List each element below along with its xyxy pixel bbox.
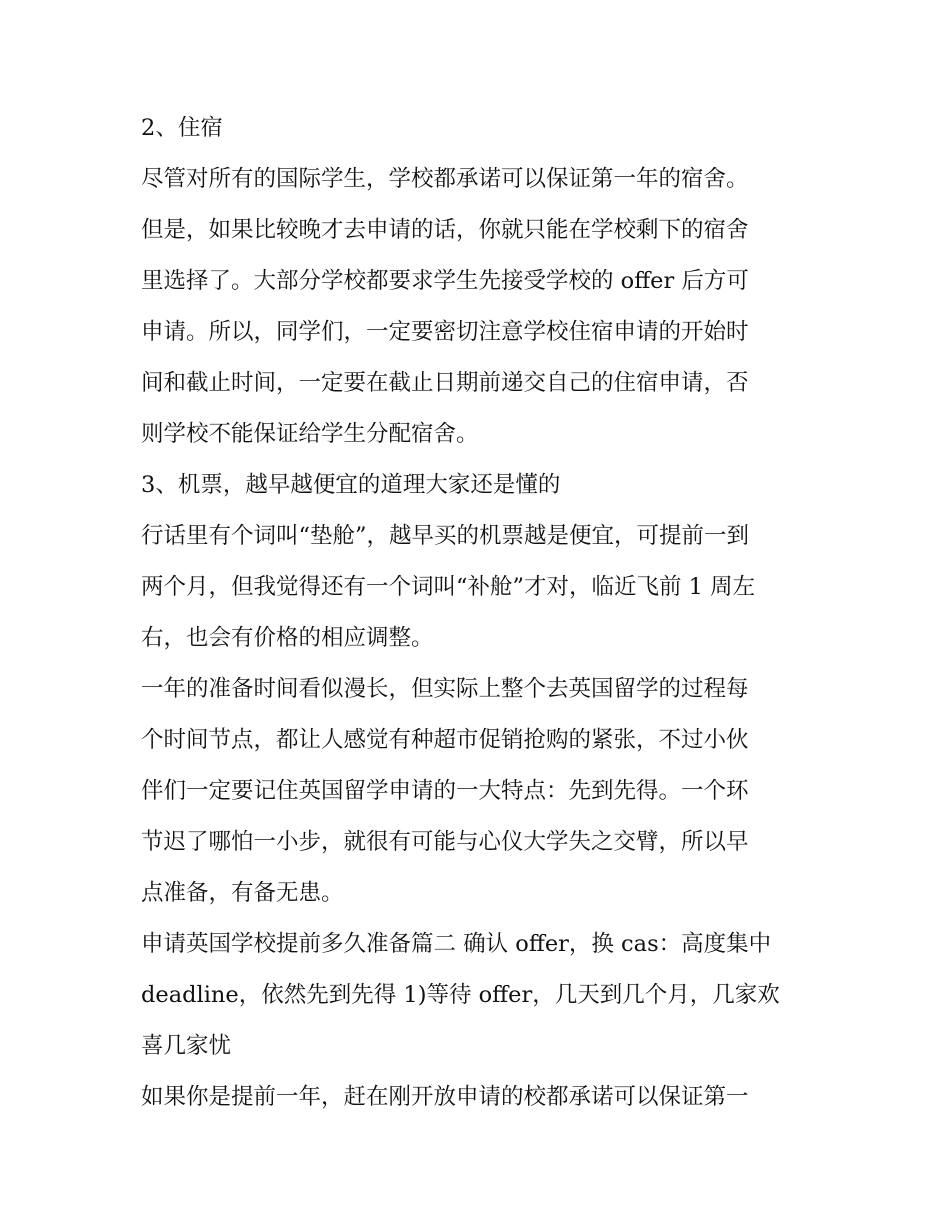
heading-accommodation: 2、住宿 [141, 115, 223, 141]
text-line: 则学校不能保证给学生分配宿舍。 [141, 421, 479, 447]
text-line: 尽管对所有的国际学生，学校都承诺可以保证第一年的宿舍。 [141, 166, 749, 192]
text-line: 点准备，有备无患。 [141, 880, 344, 906]
heading-air-tickets: 3、机票，越早越便宜的道理大家还是懂的 [141, 472, 561, 498]
text-line: 两个月，但我觉得还有一个词叫“补舱”才对，临近飞前 1 周左 [141, 574, 756, 600]
text-line: 申请。所以，同学们，一定要密切注意学校住宿申请的开始时 [141, 319, 749, 345]
text-line: deadline，依然先到先得 1)等待 offer，几天到几个月，几家欢 [141, 982, 780, 1008]
text-line: 右，也会有价格的相应调整。 [141, 625, 434, 651]
text-line: 伴们一定要记住英国留学申请的一大特点：先到先得。一个环 [141, 778, 749, 804]
text-line: 行话里有个词叫“垫舱”，越早买的机票越是便宜，可提前一到 [141, 523, 750, 549]
text-line: 申请英国学校提前多久准备篇二 确认 offer，换 cas：高度集中 [141, 931, 772, 957]
text-line: 里选择了。大部分学校都要求学生先接受学校的 offer 后方可 [141, 268, 749, 294]
text-line: 个时间节点，都让人感觉有种超市促销抢购的紧张，不过小伙 [141, 727, 749, 753]
text-line: 喜几家忧 [141, 1033, 232, 1059]
text-line: 间和截止时间，一定要在截止日期前递交自己的住宿申请，否 [141, 370, 749, 396]
text-line: 节迟了哪怕一小步，就很有可能与心仪大学失之交臂，所以早 [141, 829, 749, 855]
text-line: 但是，如果比较晚才去申请的话，你就只能在学校剩下的宿舍 [141, 217, 749, 243]
text-line: 一年的准备时间看似漫长，但实际上整个去英国留学的过程每 [141, 676, 749, 702]
document-body [141, 103, 821, 1123]
text-line: 如果你是提前一年，赶在刚开放申请的校都承诺可以保证第一 [141, 1084, 749, 1110]
